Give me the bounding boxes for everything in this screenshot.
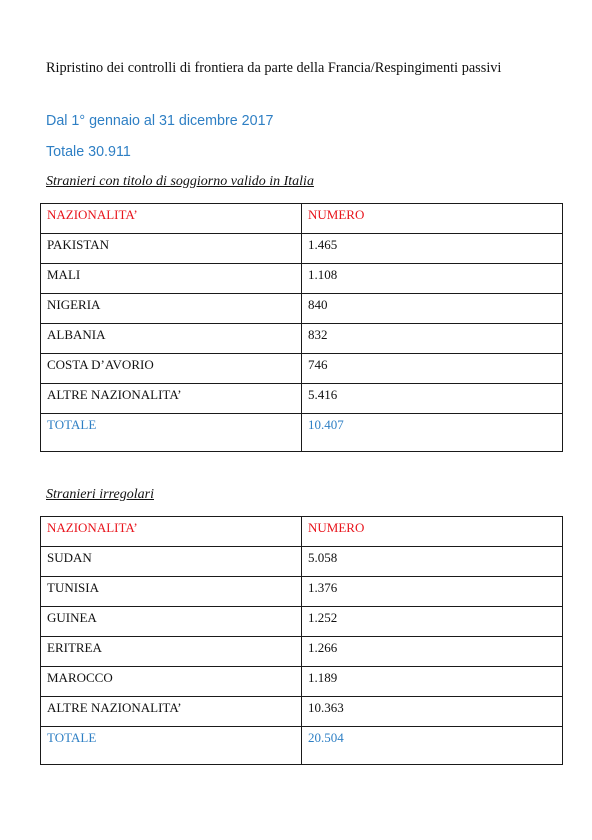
total-value-cell: 20.504 [302, 727, 563, 765]
number-cell: 5.058 [302, 547, 563, 577]
grand-total-text: Totale 30.911 [46, 144, 131, 160]
number-cell: 1.266 [302, 637, 563, 667]
table-row [41, 547, 563, 577]
document-title: Ripristino dei controlli di frontiera da parte della Francia/Respingimenti passivi [46, 60, 502, 76]
table-row [41, 384, 563, 414]
nationality-cell: NIGERIA [41, 294, 302, 324]
number-cell: 746 [302, 354, 563, 384]
section-heading-irregular: Stranieri irregolari [46, 487, 154, 502]
nationality-cell: MALI [41, 264, 302, 294]
table-header-row [41, 204, 563, 234]
nationality-cell: MAROCCO [41, 667, 302, 697]
nationality-cell: GUINEA [41, 607, 302, 637]
table-row [41, 294, 563, 324]
table-header-row [41, 517, 563, 547]
column-header-nationality: NAZIONALITA’ [41, 517, 302, 547]
table-total-row [41, 727, 563, 765]
total-value-cell: 10.407 [302, 414, 563, 452]
nationality-cell: ERITREA [41, 637, 302, 667]
number-cell: 10.363 [302, 697, 563, 727]
nationality-cell: SUDAN [41, 547, 302, 577]
number-cell: 840 [302, 294, 563, 324]
table-row [41, 637, 563, 667]
table-row [41, 324, 563, 354]
total-label-cell: TOTALE [41, 414, 302, 452]
table-total-row [41, 414, 563, 452]
column-header-number: NUMERO [302, 204, 563, 234]
number-cell: 1.189 [302, 667, 563, 697]
table-row [41, 607, 563, 637]
valid-permit-table [40, 203, 563, 452]
nationality-cell: COSTA D’AVORIO [41, 354, 302, 384]
nationality-cell: ALBANIA [41, 324, 302, 354]
section-heading-valid-permit: Stranieri con titolo di soggiorno valido in Italia [46, 174, 314, 189]
table-row [41, 234, 563, 264]
nationality-cell: ALTRE NAZIONALITA’ [41, 697, 302, 727]
table-row [41, 264, 563, 294]
number-cell: 5.416 [302, 384, 563, 414]
table-row [41, 667, 563, 697]
irregular-table [40, 516, 563, 765]
period-text: Dal 1° gennaio al 31 dicembre 2017 [46, 113, 274, 129]
number-cell: 1.252 [302, 607, 563, 637]
table-row [41, 354, 563, 384]
nationality-cell: PAKISTAN [41, 234, 302, 264]
number-cell: 832 [302, 324, 563, 354]
table-row [41, 577, 563, 607]
total-label-cell: TOTALE [41, 727, 302, 765]
nationality-cell: ALTRE NAZIONALITA’ [41, 384, 302, 414]
column-header-nationality: NAZIONALITA’ [41, 204, 302, 234]
number-cell: 1.465 [302, 234, 563, 264]
number-cell: 1.376 [302, 577, 563, 607]
column-header-number: NUMERO [302, 517, 563, 547]
number-cell: 1.108 [302, 264, 563, 294]
nationality-cell: TUNISIA [41, 577, 302, 607]
table-row [41, 697, 563, 727]
